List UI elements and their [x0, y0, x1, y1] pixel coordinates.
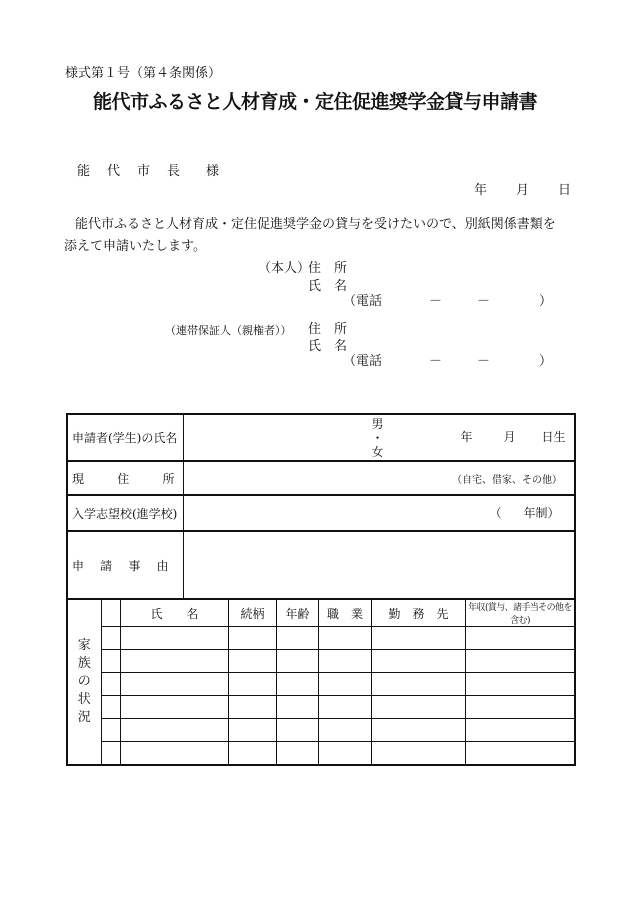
table-row	[102, 650, 575, 673]
birth-month-label: 月	[503, 430, 516, 444]
student-name-label: 申請者(学生)の氏名	[72, 431, 178, 445]
applicant-address-label: 住 所	[308, 261, 348, 276]
guarantor-address-label: 住 所	[308, 322, 348, 337]
reason-label-char: 事	[128, 558, 141, 573]
application-form-table	[66, 413, 576, 766]
family-header-name: 氏 名	[121, 600, 229, 627]
family-table-header	[102, 600, 575, 627]
current-address-field[interactable]	[183, 461, 575, 495]
reason-label-cell	[67, 531, 183, 599]
body-line-1: 能代市ふるさと人材育成・定住促進奨学金の貸与を受けたいので、別紙関係書類を	[75, 217, 556, 232]
table-row	[102, 627, 575, 650]
page-title: 能代市ふるさと人材育成・定住促進奨学金貸与申請書	[92, 91, 537, 113]
current-address-label-cell	[67, 461, 183, 495]
guarantor-phone-dash-2: －	[477, 354, 491, 369]
family-table	[102, 600, 575, 764]
applicant-role: （本人）	[258, 261, 311, 276]
birth-day-label: 日生	[541, 430, 566, 444]
family-header-workplace: 勤 務 先	[372, 600, 466, 627]
current-address-label-char: 現	[72, 471, 85, 486]
guarantor-phone-dash-1: －	[429, 354, 443, 369]
date-day: 日	[558, 183, 572, 198]
form-number: 様式第１号（第４条関係）	[65, 66, 222, 81]
guarantor-phone-close: ）	[539, 354, 553, 369]
reason-label-char: 申	[72, 558, 85, 573]
table-row	[102, 673, 575, 696]
applicant-phone-dash-1: －	[429, 294, 443, 309]
family-status-label-cell	[67, 599, 101, 765]
school-label: 入学志望校(進学校)	[72, 506, 178, 521]
family-header-relation: 続柄	[229, 600, 277, 627]
current-address-label-char: 所	[162, 471, 175, 486]
guarantor-role: （連帯保証人（親権者））	[165, 324, 292, 337]
sex-male[interactable]: 男	[371, 417, 384, 431]
school-years-suffix: 年制）	[523, 506, 560, 520]
family-header-occupation: 職 業	[319, 600, 372, 627]
date-month: 月	[516, 183, 530, 198]
guarantor-phone-open: （電話	[343, 354, 383, 369]
reason-field[interactable]	[183, 531, 575, 599]
addressee-name: 能 代 市 長	[77, 164, 183, 179]
family-table-cell	[101, 599, 575, 765]
family-header-income: 年収(賞与、諸手当その他を含む)	[466, 600, 575, 627]
applicant-phone-dash-2: －	[477, 294, 491, 309]
reason-label-char: 由	[156, 558, 169, 573]
school-label-cell	[67, 495, 183, 531]
residence-type-note: （自宅、借家、その他）	[452, 474, 562, 486]
student-name-field[interactable]	[183, 414, 575, 461]
table-row	[102, 742, 575, 765]
family-header-age: 年齢	[277, 600, 319, 627]
birth-year-label: 年	[460, 430, 473, 444]
guarantor-name-label: 氏 名	[308, 339, 348, 354]
student-name-label-cell	[67, 414, 183, 461]
table-row	[102, 719, 575, 742]
body-line-2: 添えて申請いたします。	[64, 239, 206, 254]
family-status-label: 家 族 の 状 況	[77, 638, 91, 725]
sex-female[interactable]: 女	[371, 445, 384, 459]
school-field[interactable]	[183, 495, 575, 531]
school-years-open: （	[489, 506, 502, 520]
sex-separator: ・	[371, 431, 384, 445]
reason-label-char: 請	[100, 558, 113, 573]
table-row	[102, 696, 575, 719]
applicant-phone-close: ）	[539, 294, 553, 309]
current-address-label-char: 住	[117, 471, 130, 486]
applicant-phone-open: （電話	[343, 294, 383, 309]
applicant-name-label: 氏 名	[308, 279, 348, 294]
family-header-index	[102, 600, 121, 627]
addressee-honorific: 様	[206, 164, 220, 179]
date-year: 年	[474, 183, 488, 198]
